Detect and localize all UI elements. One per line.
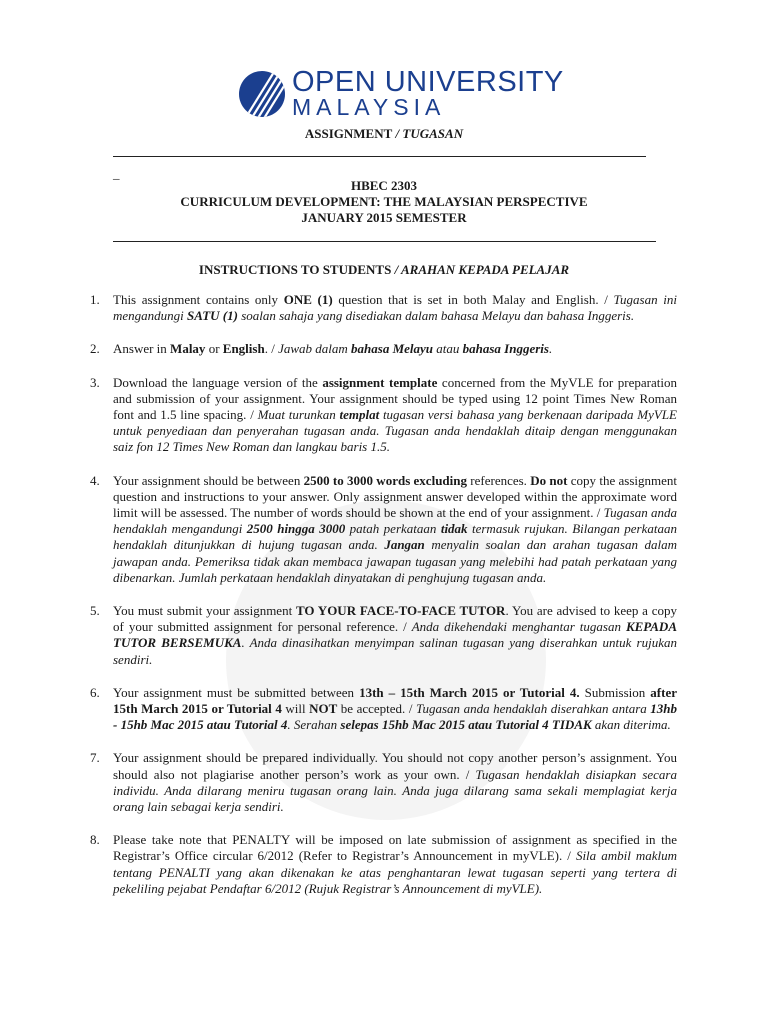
instructions-list [90, 292, 677, 914]
item-text: Your assignment should be prepared individually. You should not copy another person’s assignment. You should also not plagiarise another person’s work as your own. / [113, 750, 677, 782]
logo-line-2: MALAYSIA [292, 94, 446, 120]
item-text: tugasan versi bahasa yang berkenaan daripada MyVLE untuk penyediaan dan penyerahan tugasan anda. Tugasan anda hendaklah ditaip dengan menggunakan saiz fon 12 Times New Roman dan langkau baris 1.5. [113, 407, 677, 455]
item-text: Jawab dalam [278, 341, 352, 357]
item-text: English [222, 341, 265, 357]
item-text: 13hb - 15hb Mac 2015 atau Tutorial 4 [113, 701, 678, 733]
item-text: Tugasan anda hendaklah mengandungi [113, 505, 677, 537]
course-code: HBEC 2303 [350, 178, 418, 193]
item-text: after 15th March 2015 or Tutorial 4 [113, 684, 677, 717]
item-text: This assignment contains only [113, 292, 284, 307]
divider [113, 241, 656, 242]
instruction-item [90, 603, 677, 668]
instruction-item [90, 375, 677, 456]
item-text: will [281, 701, 310, 717]
item-text: question that is set in both Malay and English. / [332, 292, 614, 307]
item-text: Tugasan hendaklah disiapkan secara individu. Anda dilarang meniru tugasan orang lain. Anda juga dilarang sama sekali memplagiat kerja orang lain sebagai kerja sendiri. [113, 766, 677, 815]
item-text: akan diterima. [591, 717, 671, 733]
item-text: . / [264, 341, 279, 357]
instruction-item [90, 473, 677, 586]
item-text: assignment template [322, 374, 438, 390]
item-text: . Serahan [287, 717, 341, 733]
item-text: . [548, 341, 553, 357]
assignment-label: ASSIGNMENT / TUGASAN [304, 126, 464, 141]
item-text: Please take note that PENALTY will be imposed on late submission of assignment as specified in the Registrar’s Office circular 6/2012 (Refer to Registrar’s Announcement in myVLE). / [113, 832, 677, 864]
item-number: 8. [90, 832, 100, 848]
oum-globe-logo-icon [238, 70, 286, 118]
divider [113, 156, 646, 157]
item-text: copy the assignment question and instructions to your answer. Only assignment answer developed within the approximate word limit will be assessed. The number of words should be shown at the end of your assignment. / [113, 472, 677, 521]
item-text: 2500 hingga 3000 [246, 521, 346, 537]
item-text: concerned from the MyVLE for preparation and submission of your assignment. Your assignment should be typed using 12 point Times New Roman font and 1.5 line spacing. / [113, 374, 677, 423]
course-title: CURRICULUM DEVELOPMENT: THE MALAYSIAN PERSPECTIVE [180, 194, 588, 209]
item-text: be accepted. / [337, 701, 416, 717]
item-text: 2500 to 3000 words excluding [303, 472, 467, 488]
item-text: menyalin soalan dan arahan tugasan dalam jawapan anda. Pemeriksa tidak akan membaca jawapan tugasan yang melebihi had patah perkataan yang dibenarkan. Jumlah perkataan hendaklah dinyatakan di penghujung tugasan anda. [113, 537, 677, 585]
item-text: KEPADA TUTOR BERSEMUKA [113, 619, 677, 651]
item-text: Tugasan ini mengandungi [113, 292, 677, 324]
logo-line-1: OPEN UNIVERSITY [292, 66, 564, 98]
item-text: or [205, 341, 223, 357]
item-text: TO YOUR FACE-TO-FACE TUTOR [295, 603, 506, 619]
instructions-heading: INSTRUCTIONS TO STUDENTS / ARAHAN KEPADA PELAJAR [198, 262, 570, 277]
item-text: Answer in [113, 341, 171, 357]
item-text: Submission [579, 684, 651, 700]
item-text: Jangan [384, 537, 425, 553]
instruction-item [90, 341, 677, 357]
item-text: Muat turunkan [257, 407, 340, 423]
item-number: 7. [90, 750, 100, 766]
item-number: 5. [90, 603, 100, 619]
item-text: Sila ambil maklum tentang PENALTI yang akan dikenakan ke atas penghantaran lewat tugasan seperti yang tertera di pekeliling pejabat Pendaftar 6/2012 (Rujuk Registrar’s Announcement di myVLE). [113, 848, 677, 896]
item-text: Tugasan anda hendaklah diserahkan antara [415, 701, 651, 717]
item-text: templat [339, 407, 380, 423]
item-text: . You are advised to keep a copy of your submitted assignment for personal reference. / [113, 603, 677, 635]
item-text: tidak [440, 521, 468, 537]
underscore-mark: _ [113, 166, 120, 181]
item-number: 1. [90, 292, 100, 307]
item-text: termasuk rujukan. Bilangan perkataan hendaklah ditunjukkan di hujung tugasan anda. [113, 521, 677, 553]
item-number: 6. [90, 684, 100, 700]
instruction-item [90, 832, 677, 897]
instruction-item [90, 750, 677, 815]
item-text: bahasa Melayu [351, 341, 434, 357]
item-text: Your assignment should be between [113, 472, 304, 488]
item-text: ONE (1) [283, 292, 333, 307]
item-text: . Anda dinasihatkan menyimpan salinan tugasan yang diserahkan untuk rujukan sendiri. [113, 635, 677, 667]
item-text: NOT [309, 701, 338, 717]
item-text: bahasa Inggeris [462, 341, 549, 357]
item-text: Anda dikehendaki menghantar tugasan [411, 619, 626, 635]
item-text: Download the language version of the [113, 374, 323, 390]
item-text: selepas 15hb Mac 2015 atau Tutorial 4 TIDAK [340, 717, 592, 733]
university-logo [238, 66, 564, 120]
instruction-item [90, 292, 677, 324]
item-text: atau [433, 341, 463, 357]
item-text: references. [467, 472, 531, 488]
item-text: soalan sahaja yang disediakan dalam bahasa Melayu dan bahasa Inggeris. [237, 308, 635, 324]
item-number: 2. [90, 341, 100, 357]
item-text: SATU (1) [187, 308, 238, 324]
item-number: 3. [90, 374, 100, 390]
item-number: 4. [90, 472, 100, 488]
item-text: Do not [530, 472, 568, 488]
item-text: patah perkataan [345, 521, 441, 537]
instruction-item [90, 685, 677, 734]
item-text: 13th – 15th March 2015 or Tutorial 4. [359, 684, 580, 700]
item-text: You must submit your assignment [113, 603, 296, 619]
semester: JANUARY 2015 SEMESTER [301, 210, 467, 225]
item-text: Malay [170, 341, 206, 357]
item-text: Your assignment must be submitted between [113, 684, 360, 700]
